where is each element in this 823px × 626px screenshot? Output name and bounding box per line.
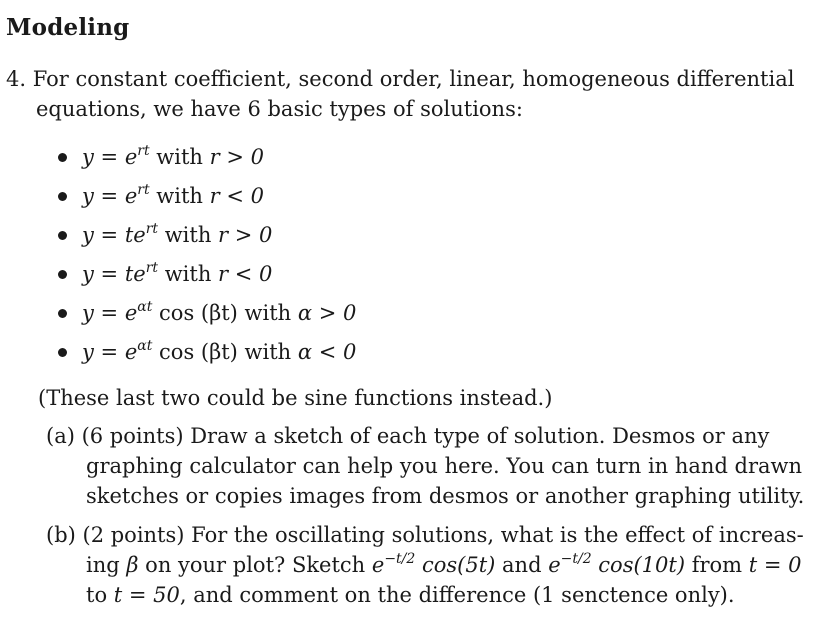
text-fragment: on your plot? Sketch: [138, 553, 372, 577]
function2-exponent: −t/2: [560, 551, 592, 567]
solution-equals: =: [93, 340, 125, 364]
solution-condition: α < 0: [297, 340, 357, 364]
part-b-line3: [46, 580, 806, 610]
list-item: [56, 258, 356, 297]
solution-equals: =: [93, 184, 125, 208]
solution-lhs: y: [82, 223, 94, 247]
text-fragment: from: [685, 553, 749, 577]
part-b-line1: (b) (2 points) For the oscillating solutions, what is the effect of increas-: [46, 523, 804, 547]
problem-intro-line2: equations, we have 6 basic types of solutions:: [36, 97, 523, 121]
solution-condition: α > 0: [297, 301, 357, 325]
solution-base: e: [124, 145, 138, 169]
function2-cos: cos(10t): [591, 553, 686, 577]
text-fragment: and: [495, 553, 549, 577]
time-end: t = 50: [113, 583, 180, 607]
beta-symbol: β: [126, 553, 139, 577]
part-a-line1: (a) (6 points) Draw a sketch of each type of solution. Desmos or any: [46, 424, 770, 448]
part-a-line3: sketches or copies images from desmos or another graphing utility.: [86, 484, 805, 508]
solution-base: e: [124, 184, 138, 208]
solution-condition: r > 0: [209, 145, 264, 169]
solution-lhs: y: [82, 301, 94, 325]
solution-with: with: [237, 340, 298, 364]
solution-exponent: αt: [137, 299, 153, 315]
problem-intro-line1: For constant coefficient, second order, linear, homogeneous differential: [32, 67, 795, 91]
solution-base: e: [124, 340, 138, 364]
list-item: [56, 297, 356, 336]
bullet-icon: [58, 192, 67, 201]
solution-with: with: [237, 301, 298, 325]
solution-exponent: rt: [137, 143, 150, 159]
solution-exponent: rt: [145, 221, 159, 237]
text-fragment: , and comment on the difference (1 senctence only).: [179, 583, 735, 607]
list-item: [56, 141, 356, 180]
part-a-line2: graphing calculator can help you here. You can turn in hand drawn: [86, 454, 803, 478]
solution-base: te: [124, 223, 146, 247]
part-b-line2: [46, 550, 806, 580]
solution-function: cos (βt): [152, 340, 238, 364]
function1-exponent: −t/2: [384, 551, 416, 567]
solution-with: with: [158, 262, 219, 286]
list-item: [56, 219, 356, 258]
solution-with: with: [158, 223, 219, 247]
solution-condition: r < 0: [209, 184, 264, 208]
time-start: t = 0: [748, 553, 802, 577]
text-fragment: to: [86, 583, 114, 607]
function2-base: e: [548, 553, 561, 577]
bullet-icon: [58, 309, 67, 318]
solution-equals: =: [93, 262, 125, 286]
solution-equals: =: [93, 223, 125, 247]
solution-equals: =: [93, 301, 125, 325]
solution-lhs: y: [82, 145, 94, 169]
solution-condition: r < 0: [218, 262, 273, 286]
function1-cos: cos(5t): [415, 553, 496, 577]
solution-condition: r > 0: [218, 223, 273, 247]
solution-exponent: αt: [137, 338, 153, 354]
bullet-icon: [58, 270, 67, 279]
function1-base: e: [371, 553, 385, 577]
bullet-icon: [58, 348, 67, 357]
list-item: [56, 180, 356, 219]
solution-with: with: [149, 184, 210, 208]
part-b: [46, 520, 806, 610]
bullet-icon: [58, 231, 67, 240]
solution-types-list: [56, 141, 356, 375]
part-a: [46, 421, 806, 511]
solution-exponent: rt: [145, 260, 159, 276]
solution-exponent: rt: [137, 182, 150, 198]
solution-lhs: y: [82, 340, 94, 364]
bullet-icon: [58, 153, 67, 162]
problem-statement: [6, 64, 806, 124]
list-item: [56, 336, 356, 375]
solution-function: cos (βt): [152, 301, 238, 325]
solution-base: te: [124, 262, 146, 286]
text-fragment: ing: [86, 553, 127, 577]
solution-lhs: y: [82, 262, 94, 286]
solution-with: with: [149, 145, 210, 169]
problem-number: 4.: [6, 67, 27, 91]
solution-base: e: [124, 301, 138, 325]
solution-lhs: y: [82, 184, 94, 208]
section-heading: Modeling: [6, 14, 130, 41]
solution-equals: =: [93, 145, 125, 169]
sine-note: (These last two could be sine functions instead.): [38, 386, 553, 410]
